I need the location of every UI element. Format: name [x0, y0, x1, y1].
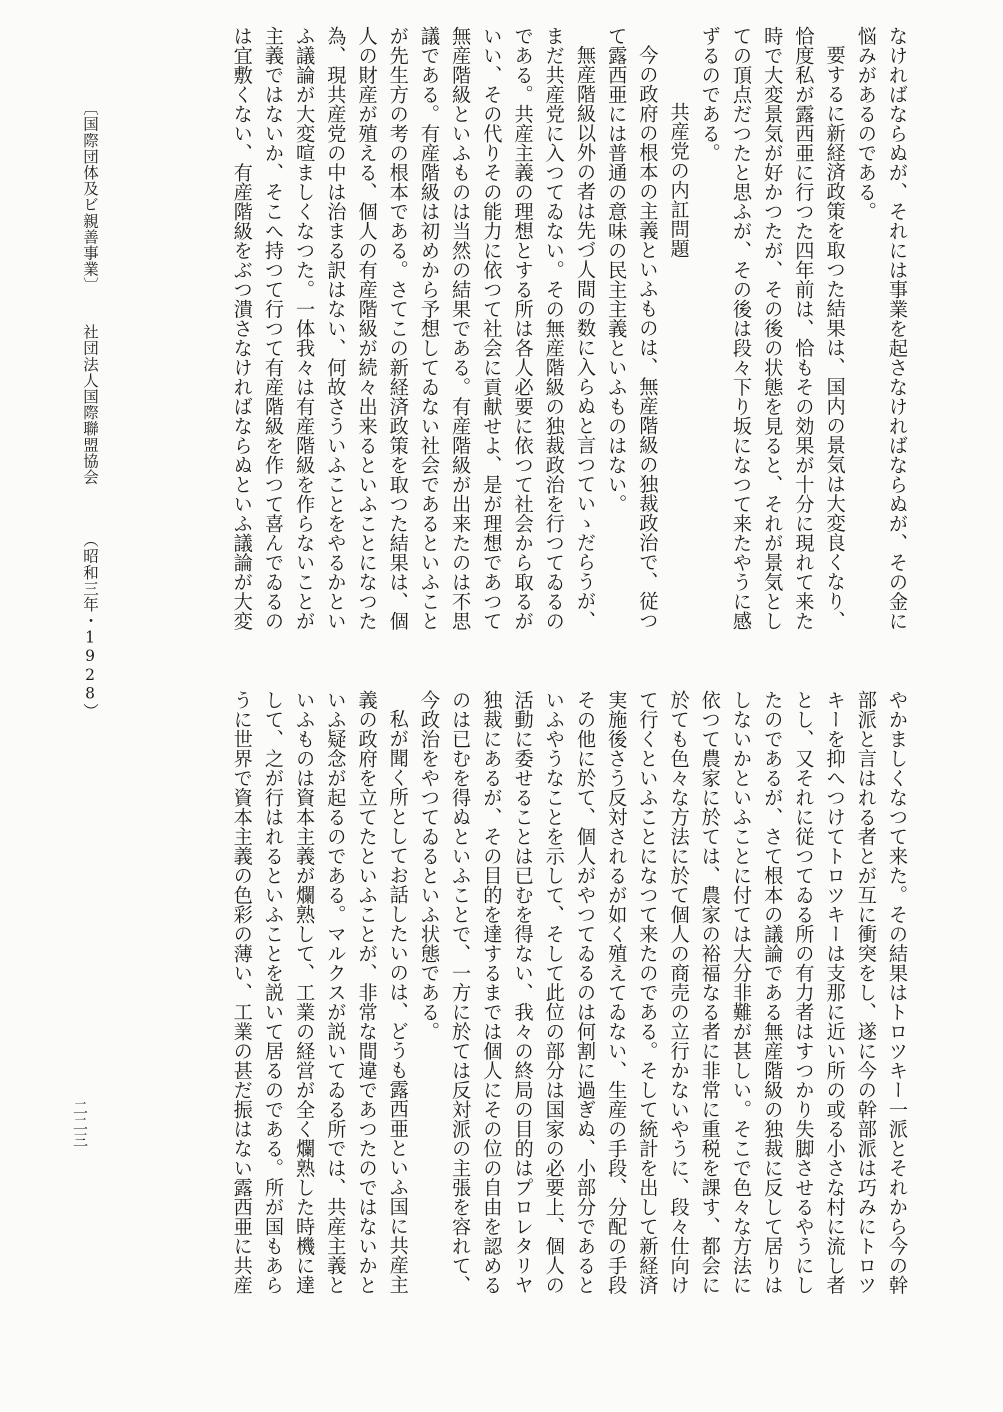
text-line: いふ疑念が起るのである。マルクスが説いてゐる所では、共産主義と: [324, 690, 348, 1295]
text-line: 議である。有産階級は初めから予想してゐない社会であるといふこと: [417, 26, 441, 631]
text-line: 部派と言はれる者とが互に衝突をし、遂に今の幹部派は巧みにトロツ: [854, 690, 878, 1295]
text-line: 今政治をやつてゐるといふ状態である。: [417, 690, 441, 1041]
text-line: 為、現共産党の中は治まる訳はない、何故さういふことをやるかとい: [324, 26, 348, 631]
footer-series-title: 〔国際団体及ビ親善事業〕: [81, 100, 99, 294]
text-line: 時で大変景気が好かつたが、その後の状態を見ると、それが景気とし: [761, 26, 785, 631]
footer-date: （昭和三年・1928）: [81, 532, 99, 720]
text-line: 依つて農家に於ては、農家の裕福なる者に非常に重税を課す、都会に: [698, 690, 722, 1295]
text-line: いい、その代りその能力に依つて社会に貢献せよ、是が理想であつて: [480, 26, 504, 631]
text-line: まだ共産党に入つてゐない。その無産階級の独裁政治を行つてゐるの: [542, 26, 566, 631]
text-line: のは已むを得ぬといふことで、一方に於ては反対派の主張を容れて、: [449, 690, 473, 1295]
text-line: 於ても色々な方法に於て個人の商売の立行かないやうに、段々仕向け: [667, 690, 691, 1295]
text-line: 人の財産が殖える、個人の有産階級が続々出来るといふことになつた: [355, 26, 379, 631]
text-line: 悩みがあるのである。: [854, 26, 878, 221]
footer-organization: 社団法人国際聯盟協会: [81, 324, 99, 485]
text-line: 恰度私が露西亜に行つた四年前は、恰もその効果が十分に現れて来た: [792, 26, 816, 631]
text-line: 要するに新経済政策を取つた結果は、国内の景気は大変良くなり、: [823, 45, 847, 630]
text-line: ての頂点だつたと思ふが、その後は段々下り坂になつて来たやうに感: [729, 26, 753, 631]
text-line: なければならぬが、それには事業を起さなければならぬが、その金に: [886, 26, 909, 631]
text-line: いふやうなことを示して、そして此位の部分は国家の必要上、個人の: [542, 690, 566, 1295]
text-line: その他に於て、個人がやつてゐるのは何割に過ぎぬ、小部分であると: [573, 690, 597, 1295]
text-line: とし、又それに従つてゐる所の有力者はすつかり失脚させるやうにし: [792, 690, 816, 1295]
text-line: 主義ではないか、そこへ持つて行つて有産階級を作つて喜んでゐるの: [261, 26, 285, 631]
text-line: 義の政府を立てたといふことが、非常な間違であつたのではないかと: [355, 690, 379, 1295]
text-line: 活動に委せることは已むを得ない、我々の終局の目的はプロレタリヤ: [511, 690, 535, 1295]
text-line: は宜敷くない、有産階級をぶつ潰さなければならぬといふ議論が大変: [230, 26, 254, 631]
text-line: て行くといふことになつて来たのである。そして統計を出して新経済: [636, 690, 660, 1295]
text-line: 今の政府の根本の主義といふものは、無産階級の独裁政治で、従つ: [636, 45, 660, 630]
text-line: て露西亜には普通の意味の民主主義といふものはない。: [605, 26, 629, 514]
text-line: 私が聞く所としてお話したいのは、どうも露西亜といふ国に共産主: [386, 709, 410, 1294]
text-line: 実施後さう反対されるが如く殖えてゐない、生産の手段、分配の手段: [605, 690, 629, 1295]
text-line: 無産階級以外の者は先づ人間の数に入らぬと言つていゝだらうが、: [573, 45, 597, 630]
text-line: ふ議論が大変喧ましくなつた。一体我々は有産階級を作らないことが: [293, 26, 317, 631]
text-line: やかましくなつて来た。その結果はトロツキー一派とそれから今の幹: [886, 690, 909, 1295]
text-line: が先生方の考の根本である。さてこの新経済政策を取つた結果は、個: [386, 26, 410, 631]
upper-text-block: [227, 26, 913, 646]
text-line: いふものは資本主義が爛熟して、工業の経営が全く爛熟した時機に達: [293, 690, 317, 1295]
lower-text-block: [227, 690, 913, 1310]
section-heading: 共産党の内訌問題: [667, 102, 691, 258]
text-line: しないかといふことに付ては大分非難が甚しい。そこで色々な方法に: [729, 690, 753, 1295]
text-line: して、之が行はれるといふことを説いて居るのである。所が国もあら: [261, 690, 285, 1295]
text-line: 独裁にあるが、その目的を達するまでは個人にその位の自由を認める: [480, 690, 504, 1295]
text-line: である。共産主義の理想とする所は各人必要に依つて社会から取るが: [511, 26, 535, 631]
text-line: 無産階級といふものは当然の結果である。有産階級が出来たのは不思: [449, 26, 473, 631]
text-line: キーを抑へつけてトロツキーは支那に近い所の或る小さな村に流し者: [823, 690, 847, 1295]
page-number: 二二三: [71, 1100, 89, 1148]
text-line: ずるのである。: [698, 26, 722, 163]
text-line: たのであるが、さて根本の議論である無産階級の独裁に反して居りは: [761, 690, 785, 1295]
text-line: うに世界で資本主義の色彩の薄い、工業の甚だ振はない露西亜に共産: [230, 690, 254, 1295]
